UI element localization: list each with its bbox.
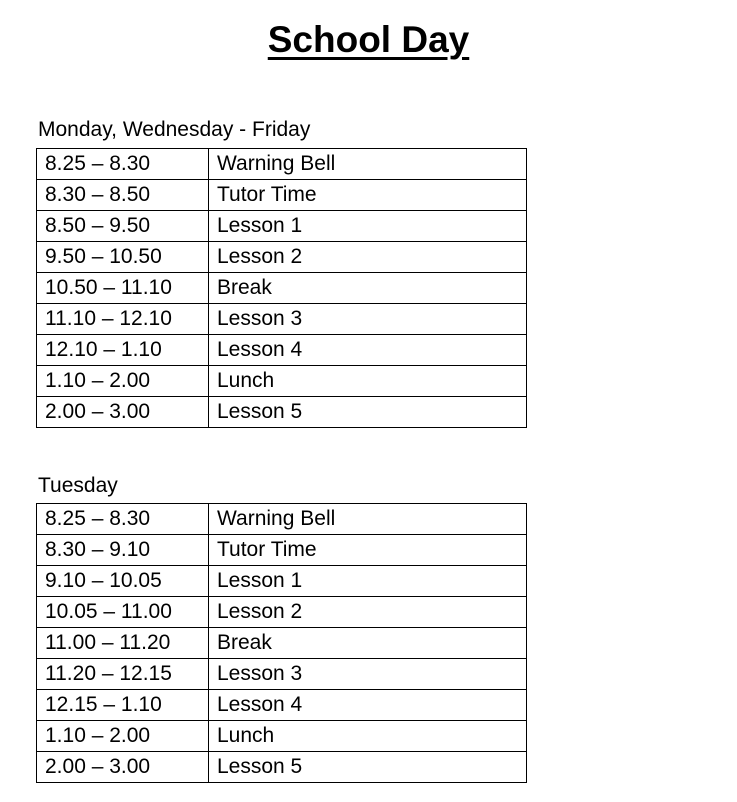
activity-cell: Lesson 3 [209, 659, 527, 690]
activity-cell: Warning Bell [209, 149, 527, 180]
table-row [37, 721, 527, 752]
activity-cell: Break [209, 628, 527, 659]
schedule-table-mon-wed-fri [36, 148, 527, 428]
table-row [37, 242, 527, 273]
time-cell: 10.05 – 11.00 [37, 597, 209, 628]
section-label-tuesday: Tuesday [38, 474, 118, 497]
activity-cell: Lesson 2 [209, 242, 527, 273]
table-row [37, 690, 527, 721]
table-row [37, 211, 527, 242]
activity-cell: Lesson 1 [209, 566, 527, 597]
time-cell: 8.30 – 9.10 [37, 535, 209, 566]
time-cell: 9.10 – 10.05 [37, 566, 209, 597]
time-cell: 2.00 – 3.00 [37, 397, 209, 428]
table-row [37, 180, 527, 211]
table-row [37, 752, 527, 783]
activity-cell: Lesson 1 [209, 211, 527, 242]
table-row [37, 628, 527, 659]
activity-cell: Tutor Time [209, 535, 527, 566]
table-row [37, 304, 527, 335]
activity-cell: Warning Bell [209, 504, 527, 535]
schedule-table-tuesday [36, 503, 527, 783]
time-cell: 1.10 – 2.00 [37, 366, 209, 397]
table-row [37, 535, 527, 566]
time-cell: 8.50 – 9.50 [37, 211, 209, 242]
page-title: School Day [267, 19, 470, 60]
time-cell: 8.30 – 8.50 [37, 180, 209, 211]
activity-cell: Tutor Time [209, 180, 527, 211]
time-cell: 11.20 – 12.15 [37, 659, 209, 690]
activity-cell: Lesson 5 [209, 752, 527, 783]
time-cell: 8.25 – 8.30 [37, 149, 209, 180]
time-cell: 11.00 – 11.20 [37, 628, 209, 659]
table-row [37, 149, 527, 180]
table-row [37, 273, 527, 304]
activity-cell: Lesson 2 [209, 597, 527, 628]
activity-cell: Break [209, 273, 527, 304]
activity-cell: Lesson 3 [209, 304, 527, 335]
table-row [37, 504, 527, 535]
section-label-mon-wed-fri: Monday, Wednesday - Friday [38, 118, 311, 141]
table-row [37, 335, 527, 366]
time-cell: 10.50 – 11.10 [37, 273, 209, 304]
time-cell: 1.10 – 2.00 [37, 721, 209, 752]
activity-cell: Lunch [209, 366, 527, 397]
time-cell: 12.15 – 1.10 [37, 690, 209, 721]
time-cell: 2.00 – 3.00 [37, 752, 209, 783]
time-cell: 8.25 – 8.30 [37, 504, 209, 535]
time-cell: 9.50 – 10.50 [37, 242, 209, 273]
table-row [37, 397, 527, 428]
time-cell: 11.10 – 12.10 [37, 304, 209, 335]
activity-cell: Lesson 4 [209, 690, 527, 721]
table-row [37, 659, 527, 690]
table-row [37, 366, 527, 397]
table-row [37, 597, 527, 628]
table-row [37, 566, 527, 597]
activity-cell: Lesson 5 [209, 397, 527, 428]
activity-cell: Lunch [209, 721, 527, 752]
time-cell: 12.10 – 1.10 [37, 335, 209, 366]
activity-cell: Lesson 4 [209, 335, 527, 366]
